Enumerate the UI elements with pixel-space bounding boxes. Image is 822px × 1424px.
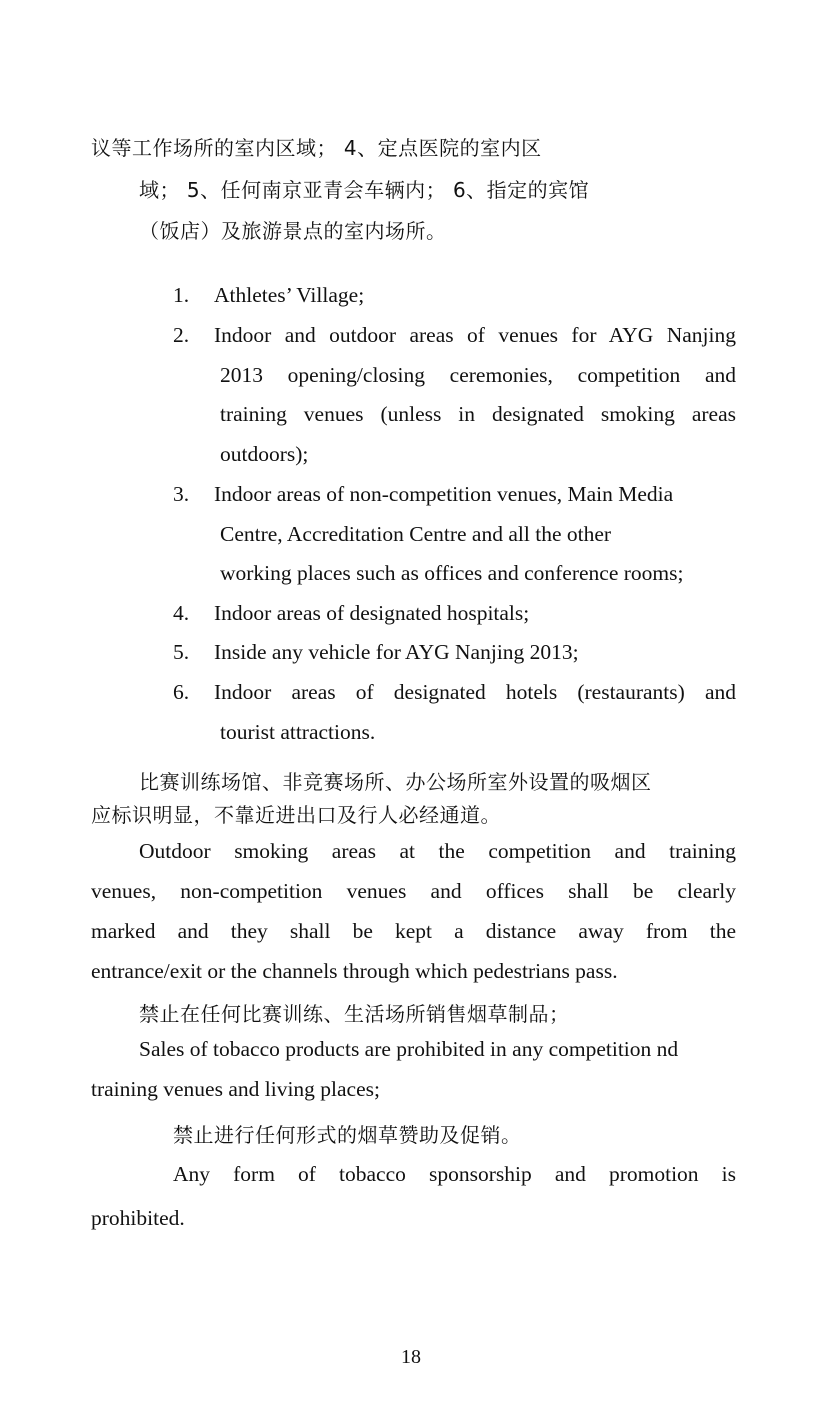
cn-intro-line-3: （饭店）及旅游景点的室内场所。 [139,219,447,243]
list-item-line: working places such as offices and conference rooms; [220,561,684,585]
en-sponsor-line: prohibited. [91,1206,185,1230]
en-sales-line: Sales of tobacco products are prohibited in any competition nd [139,1037,679,1061]
list-item-line: Indoor areas of designated hotels (restaurants) and [214,680,736,704]
list-item-line: Inside any vehicle for AYG Nanjing 2013; [214,640,579,664]
list-item-number: 4. [173,601,190,625]
list-item-line: Indoor areas of designated hospitals; [214,601,530,625]
list-item-line: Indoor areas of non-competition venues, Main Media [214,482,674,506]
list-item-number: 1. [173,283,190,307]
en-outdoor-line: entrance/exit or the channels through which pedestrians pass. [91,959,618,983]
cn-outdoor-line-1: 比赛训练场馆、非竞赛场所、办公场所室外设置的吸烟区 [139,770,652,794]
en-sales-line: training venues and living places; [91,1077,380,1101]
cn-outdoor-line-2: 应标识明显，不靠近进出口及行人必经通道。 [91,803,501,827]
list-item-line: training venues (unless in designated smoking areas [220,402,736,426]
en-sponsor-line: Any form of tobacco sponsorship and promotion is [173,1162,736,1186]
en-outdoor-line: Outdoor smoking areas at the competition and training [139,839,736,863]
list-item-number: 6. [173,680,190,704]
cn-intro-line-1: 议等工作场所的室内区域； 4、定点医院的室内区 [91,136,542,160]
list-item-line: Centre, Accreditation Centre and all the other [220,522,612,546]
en-outdoor-line: venues, non-competition venues and offices shall be clearly [91,879,736,903]
list-item-line: Athletes’ Village; [214,283,365,307]
list-item-number: 3. [173,482,190,506]
list-item-number: 2. [173,323,190,347]
en-outdoor-line: marked and they shall be kept a distance away from the [91,919,736,943]
list-item-line: Indoor and outdoor areas of venues for AYG Nanjing [214,323,736,347]
cn-sponsor-ban: 禁止进行任何形式的烟草赞助及促销。 [173,1123,522,1147]
list-item-line: tourist attractions. [220,720,376,744]
cn-intro-line-2: 域； 5、任何南京亚青会车辆内； 6、指定的宾馆 [139,178,590,202]
page-number: 18 [401,1346,421,1368]
list-item-line: outdoors); [220,442,309,466]
cn-sales-ban: 禁止在任何比赛训练、生活场所销售烟草制品； [139,1002,570,1026]
list-item-line: 2013 opening/closing ceremonies, competition and [220,363,736,387]
list-item-number: 5. [173,640,190,664]
